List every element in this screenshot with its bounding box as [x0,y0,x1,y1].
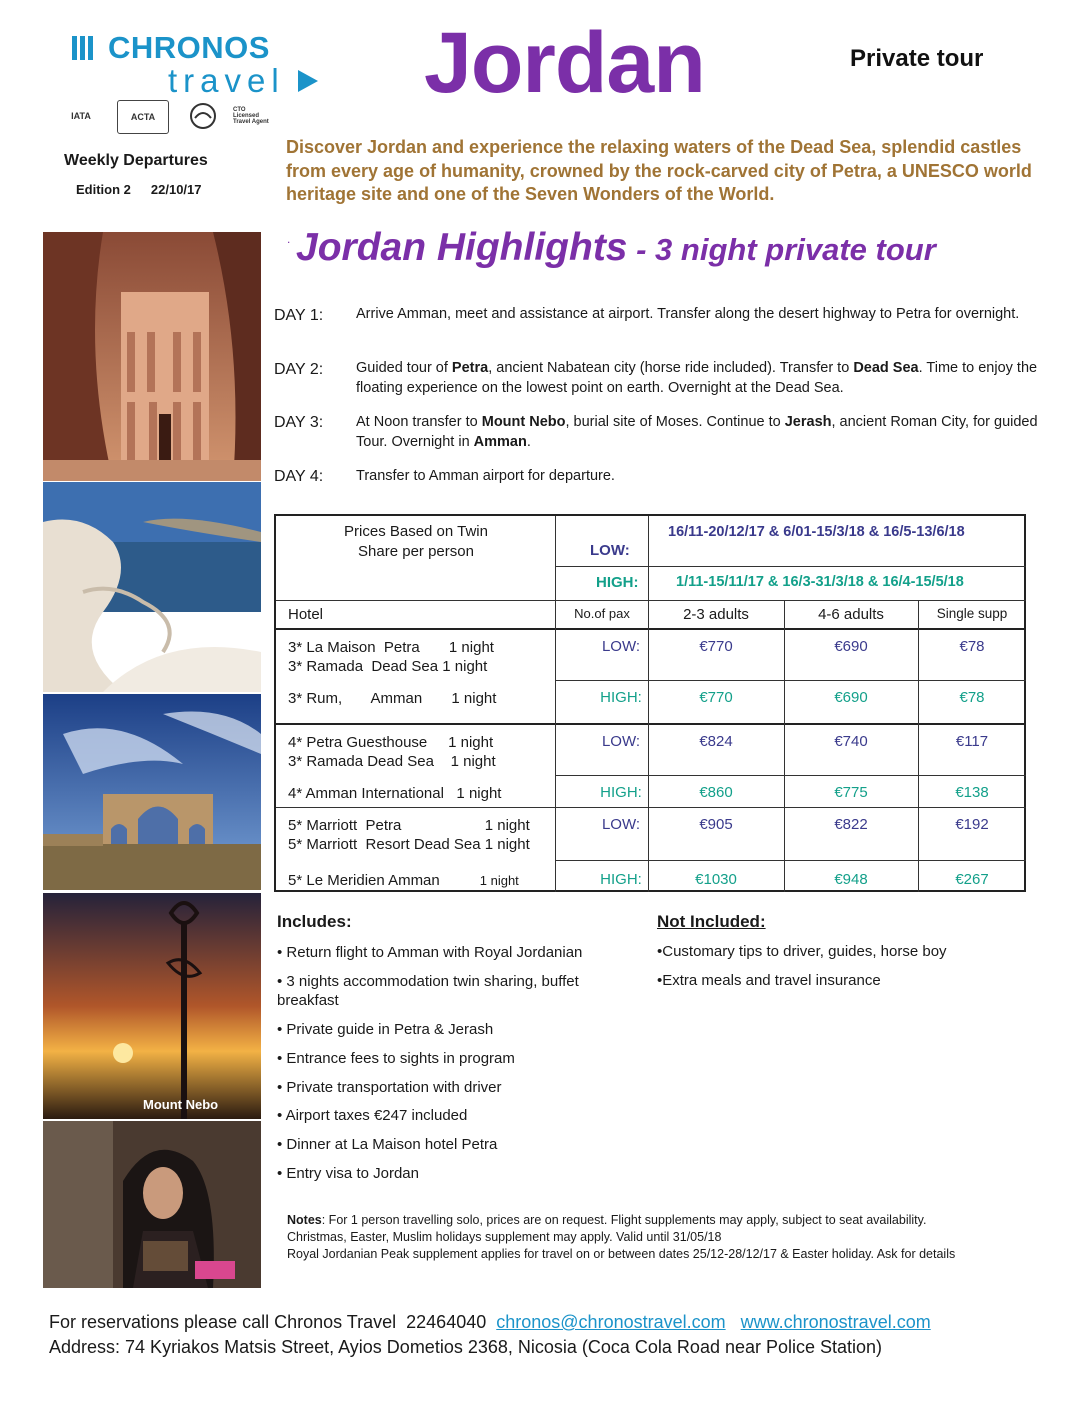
group-1-high-46: €690 [834,689,868,706]
group-2-low-23: €824 [699,733,733,750]
intro-text: Discover Jordan and experience the relaxing waters of the Dead Sea, splendid castles from every age of humanity, crowned by the rock-carved city of Petra, a UNESCO world heritage site and one of the Seven Wonders of the World. [286,137,1032,204]
col-single-supp: Single supp [936,606,1008,621]
not-included-item: •Customary tips to driver, guides, horse boy [657,943,947,960]
stray-dot: . [287,232,291,246]
includes-item: • Return flight to Amman with Royal Jordanian [277,944,583,961]
logo-sub: travel [168,62,285,99]
group-1-low-46: €690 [834,638,868,655]
petra-treasury-photo [43,232,261,481]
includes-item: • Airport taxes €247 included [277,1107,468,1124]
day-2-label: DAY 2: [274,361,324,378]
footer-contact: For reservations please call Chronos Travel 22464040 chronos@chronostravel.com www.chronostravel.com [49,1312,931,1332]
day-4-label: DAY 4: [274,468,324,485]
col-2-3-adults: 2-3 adults [683,606,749,623]
group-3-low-23: €905 [699,816,733,833]
group-2-high-label: HIGH: [600,784,642,801]
day-3-text: At Noon transfer to Mount Nebo, burial site of Moses. Continue to Jerash, ancient Roman City, for guided Tour. Overnight in Amman. [356,414,1038,450]
group-1-high-label: HIGH: [600,689,642,706]
tour-type: Private tour [850,45,984,72]
bedouin-woman-photo [43,1121,261,1288]
logo-name: CHRONOS [108,30,270,65]
group-1-high-23: €770 [699,689,733,706]
highlights-title: Jordan Highlights - 3 night private tour [296,226,936,269]
weekly-departures: Weekly Departures [64,152,208,169]
day-2-text: Guided tour of Petra, ancient Nabatean city (horse ride included). Transfer to Dead Sea. Time to enjoy the floating experience on the lowest point on earth. Overnight at the Dead Sea. [356,360,1038,396]
group-2-low-46: €740 [834,733,868,750]
col-4-6-adults: 4-6 adults [818,606,884,623]
jerash-arch-photo [43,694,261,890]
low-season-dates: 16/11-20/12/17 & 6/01-15/3/18 & 16/5-13/6/18 [668,524,965,540]
iata-logo: IATA [71,111,91,121]
not-included-title: Not Included: [657,912,766,931]
logo-arrow-icon [298,70,318,92]
group-3-high-label: HIGH: [600,871,642,888]
day-4-text: Transfer to Amman airport for departure. [356,468,615,484]
group-2-low-single: €117 [955,733,989,750]
group-3-high-single: €267 [955,871,989,888]
cto-logo: CTO Licensed Travel Agent [233,107,269,125]
page-title: Jordan [424,15,705,111]
notes: Notes: For 1 person travelling solo, prices are on request. Flight supplements may apply, subject to seat availability. Christmas, Easter, Muslim holidays supplement may apply. Valid until 31/05/18 Royal Jordanian Peak supplement applies for travel on or between dates 25/12-28/12/17 & Easter holiday. Ask for details [287,1213,956,1261]
acta-logo: ACTA [117,100,169,134]
includes-item: • Private transportation with driver [277,1079,502,1096]
high-season-dates: 1/11-15/11/17 & 16/3-31/3/18 & 16/4-15/5/18 [676,574,964,590]
high-season-label: HIGH: [596,574,639,591]
prices-basis-label: Prices Based on Twin Share per person [344,523,488,560]
mount-nebo-caption: Mount Nebo [143,1097,219,1112]
group-2-high-single: €138 [955,784,989,801]
day-1-text: Arrive Amman, meet and assistance at airport. Transfer along the desert highway to Petra for overnight. [356,306,1020,322]
col-pax: No.of pax [574,606,630,621]
group-2-high-46: €775 [834,784,868,801]
group-2-hotels: 4* Petra Guesthouse 1 night 3* Ramada Dead Sea 1 night 4* Amman International 1 night [288,734,502,802]
group-3-high-23: €1030 [695,871,737,888]
includes-item: • Private guide in Petra & Jerash [277,1021,494,1038]
group-1-high-single: €78 [959,689,985,706]
day-1-label: DAY 1: [274,307,324,324]
dead-sea-photo [43,482,261,692]
mount-nebo-photo [43,893,261,1119]
group-3-high-46: €948 [834,871,868,888]
group-3-low-single: €192 [955,816,989,833]
group-1-low-23: €770 [699,638,733,655]
group-3-hotels: 5* Marriott Petra 1 night 5* Marriott Resort Dead Sea 1 night 5* Le Meridien Amman 1 night [288,817,530,889]
includes-item: • Entry visa to Jordan [277,1165,419,1182]
group-3-low-46: €822 [834,816,868,833]
group-2-low-label: LOW: [601,733,641,750]
group-1-low-label: LOW: [601,638,641,655]
not-included-item: •Extra meals and travel insurance [657,972,881,989]
includes-item: • Entrance fees to sights in program [277,1050,515,1067]
website-link[interactable]: www.chronostravel.com [740,1312,931,1332]
includes-item: • 3 nights accommodation twin sharing, buffet breakfast [277,973,579,1009]
logo-bars [72,36,96,60]
group-3-low-label: LOW: [601,816,641,833]
acta-emblem-icon [176,100,230,132]
edition: Edition 2 22/10/17 [76,182,202,197]
price-table [274,514,1026,892]
group-1-low-single: €78 [959,638,985,655]
col-hotel: Hotel [288,606,324,623]
includes-item: • Dinner at La Maison hotel Petra [277,1136,498,1153]
low-season-label: LOW: [590,542,630,559]
group-1-hotels: 3* La Maison Petra 1 night 3* Ramada Dead Sea 1 night 3* Rum, Amman 1 night [288,639,497,707]
footer-address: Address: 74 Kyriakos Matsis Street, Ayios Dometios 2368, Nicosia (Coca Cola Road near Police Station) [49,1337,883,1357]
email-link[interactable]: chronos@chronostravel.com [496,1312,726,1332]
group-2-high-23: €860 [699,784,733,801]
day-3-label: DAY 3: [274,414,324,431]
includes-title: Includes: [277,912,352,931]
